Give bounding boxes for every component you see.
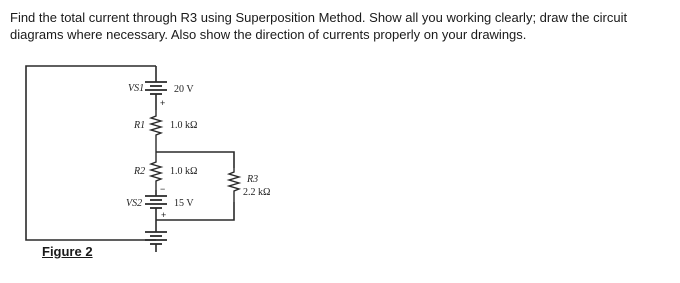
r3-label: R3 [247, 174, 259, 185]
r3-resistor [229, 168, 239, 202]
r1-resistor [151, 110, 161, 152]
wire-right-branch [156, 152, 234, 220]
r1-value: 1.0 kΩ [170, 120, 198, 131]
question-text: Find the total current through R3 using Superposition Method. Show all you working clearly; draw the circuit diagrams where necessary. Also show the direction of currents properly on your drawings. [10, 10, 628, 42]
bottom-battery-symbol [145, 220, 167, 252]
vs1-plus-sign: + [160, 98, 166, 108]
r2-value: 1.0 kΩ [170, 166, 198, 177]
vs2-value: 15 V [174, 198, 194, 209]
vs1-value: 20 V [174, 84, 194, 95]
r2-label: R2 [134, 166, 146, 177]
circuit-figure [24, 60, 404, 280]
r3-value: 2.2 kΩ [243, 187, 271, 198]
vs2-label: VS2 [126, 198, 143, 209]
vs2-minus-sign: − [160, 184, 166, 194]
r1-label: R1 [134, 120, 146, 131]
figure-caption: Figure 2 [42, 244, 93, 259]
vs1-label: VS1 [128, 83, 145, 94]
vs2-plus-sign: + [161, 210, 167, 220]
